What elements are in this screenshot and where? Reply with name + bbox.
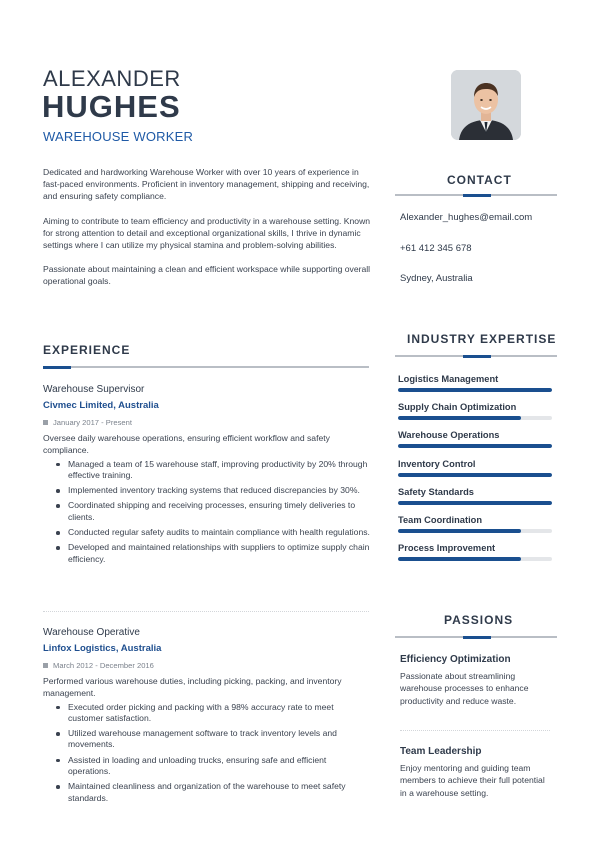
list-item: Maintained cleanliness and organization of the warehouse to meet safety standards.	[43, 781, 371, 804]
skill-item	[398, 487, 552, 505]
skill-bar-fill	[398, 501, 552, 505]
bullet-icon	[56, 706, 60, 710]
list-item: Coordinated shipping and receiving processes, ensuring timely deliveries to clients.	[43, 500, 371, 523]
skill-bar-fill	[398, 557, 521, 561]
skill-item	[398, 543, 552, 561]
bullet-icon	[56, 489, 60, 493]
skill-item	[398, 459, 552, 477]
experience-rule	[43, 366, 369, 368]
list-item: Utilized warehouse management software to track inventory levels and movements.	[43, 728, 371, 751]
skill-bar-fill	[398, 416, 521, 420]
job-dates	[43, 418, 371, 427]
passions-title: PASSIONS	[444, 613, 514, 627]
skill-name: Inventory Control	[398, 458, 476, 469]
list-item: Conducted regular safety audits to maintain compliance with health regulations.	[43, 527, 371, 538]
skill-name: Process Improvement	[398, 543, 496, 554]
job-role: Warehouse Supervisor	[43, 384, 145, 395]
skill-bar-fill	[398, 529, 521, 533]
expertise-rule-accent	[463, 355, 491, 358]
skill-bar	[398, 388, 552, 392]
list-item: Developed and maintained relationships with suppliers to optimize supply chain efficiency.	[43, 542, 371, 565]
bullet-icon	[56, 546, 60, 550]
skill-bar	[398, 501, 552, 505]
job-role: Warehouse Operative	[43, 627, 140, 638]
bullet-icon	[56, 759, 60, 763]
skill-name: Safety Standards	[398, 486, 474, 497]
skill-name: Team Coordination	[398, 515, 483, 525]
passion-description: Passionate about streamlining warehouse processes to enhance productivity and reduce waste.	[400, 671, 529, 706]
passion-item	[400, 746, 550, 799]
skill-bar	[398, 473, 552, 477]
list-item: Implemented inventory tracking systems that reduced discrepancies by 30%.	[43, 485, 371, 496]
skill-bar	[398, 416, 552, 420]
job-company: Linfox Logistics, Australia	[43, 643, 162, 654]
skill-bar-fill	[398, 473, 552, 477]
job-description: Performed various warehouse duties, including picking, packing, and inventory management.	[43, 676, 342, 698]
skill-bar	[398, 444, 552, 448]
summary-paragraph: Passionate about maintaining a clean and efficient workspace while supporting overall operational goals.	[43, 264, 371, 287]
job-entry	[43, 384, 371, 569]
job-divider	[43, 611, 369, 612]
job-bullets	[43, 702, 371, 804]
passion-divider	[400, 730, 550, 731]
summary-paragraph: Aiming to contribute to team efficiency and productivity in a warehouse setting. Known for strong attention to detail and exceptional organizational skills, I thrive in dynamic settings where I can utilize my physical stamina and problem-solving abilities.	[43, 215, 371, 251]
contact-phone[interactable]: +61 412 345 678	[400, 243, 472, 254]
summary	[43, 166, 373, 300]
bullet-icon	[56, 463, 60, 467]
list-item: Executed order picking and packing with a 98% accuracy rate to meet customer satisfaction.	[43, 702, 371, 725]
passion-title: Team Leadership	[400, 746, 482, 757]
last-name: HUGHES	[42, 89, 181, 124]
skill-item	[398, 374, 552, 392]
skill-bar	[398, 557, 552, 561]
first-name: ALEXANDER	[43, 66, 181, 91]
skill-item	[398, 515, 552, 533]
passion-description: Enjoy mentoring and guiding team members to achieve their full potential in a warehouse setting.	[400, 763, 545, 798]
job-title: WAREHOUSE WORKER	[43, 129, 194, 144]
calendar-icon	[43, 420, 48, 425]
list-item: Managed a team of 15 warehouse staff, improving productivity by 20% through effective training.	[43, 459, 371, 482]
list-item: Assisted in loading and unloading trucks, ensuring safe and efficient operations.	[43, 755, 371, 778]
job-company: Civmec Limited, Australia	[43, 400, 159, 411]
profile-photo-image	[451, 70, 521, 140]
skill-item	[398, 402, 552, 420]
experience-title: EXPERIENCE	[43, 343, 131, 357]
passion-item	[400, 654, 550, 707]
summary-paragraph: Dedicated and hardworking Warehouse Worker with over 10 years of experience in fast-paced environments. Proficient in inventory management, shipping and receiving, and ensuring safety compliance.	[43, 167, 370, 202]
contact-email[interactable]: Alexander_hughes@email.com	[400, 212, 533, 223]
skill-bar-fill	[398, 388, 552, 392]
skill-name: Warehouse Operations	[398, 430, 500, 441]
job-dates-text: January 2017 - Present	[53, 418, 132, 427]
job-description: Oversee daily warehouse operations, ensuring efficient workflow and safety compliance.	[43, 433, 330, 455]
job-bullets	[43, 459, 371, 565]
contact-location: Sydney, Australia	[400, 273, 473, 284]
skill-name: Logistics Management	[398, 374, 499, 384]
passions-rule-accent	[463, 636, 491, 639]
skill-bar	[398, 529, 552, 533]
job-entry	[43, 627, 371, 808]
skill-bar-fill	[398, 444, 552, 448]
experience-rule-accent	[43, 366, 71, 369]
bullet-icon	[56, 504, 60, 508]
profile-photo	[451, 70, 521, 140]
bullet-icon	[56, 785, 60, 789]
calendar-icon	[43, 663, 48, 668]
passion-title: Efficiency Optimization	[400, 654, 511, 665]
bullet-icon	[56, 732, 60, 736]
bullet-icon	[56, 531, 60, 535]
skill-item	[398, 430, 552, 448]
job-dates-text: March 2012 - December 2016	[53, 661, 154, 670]
contact-rule-accent	[463, 194, 491, 197]
skill-name: Supply Chain Optimization	[398, 402, 517, 413]
job-dates	[43, 661, 371, 670]
expertise-title: INDUSTRY EXPERTISE	[407, 332, 557, 346]
contact-title: CONTACT	[447, 173, 512, 187]
